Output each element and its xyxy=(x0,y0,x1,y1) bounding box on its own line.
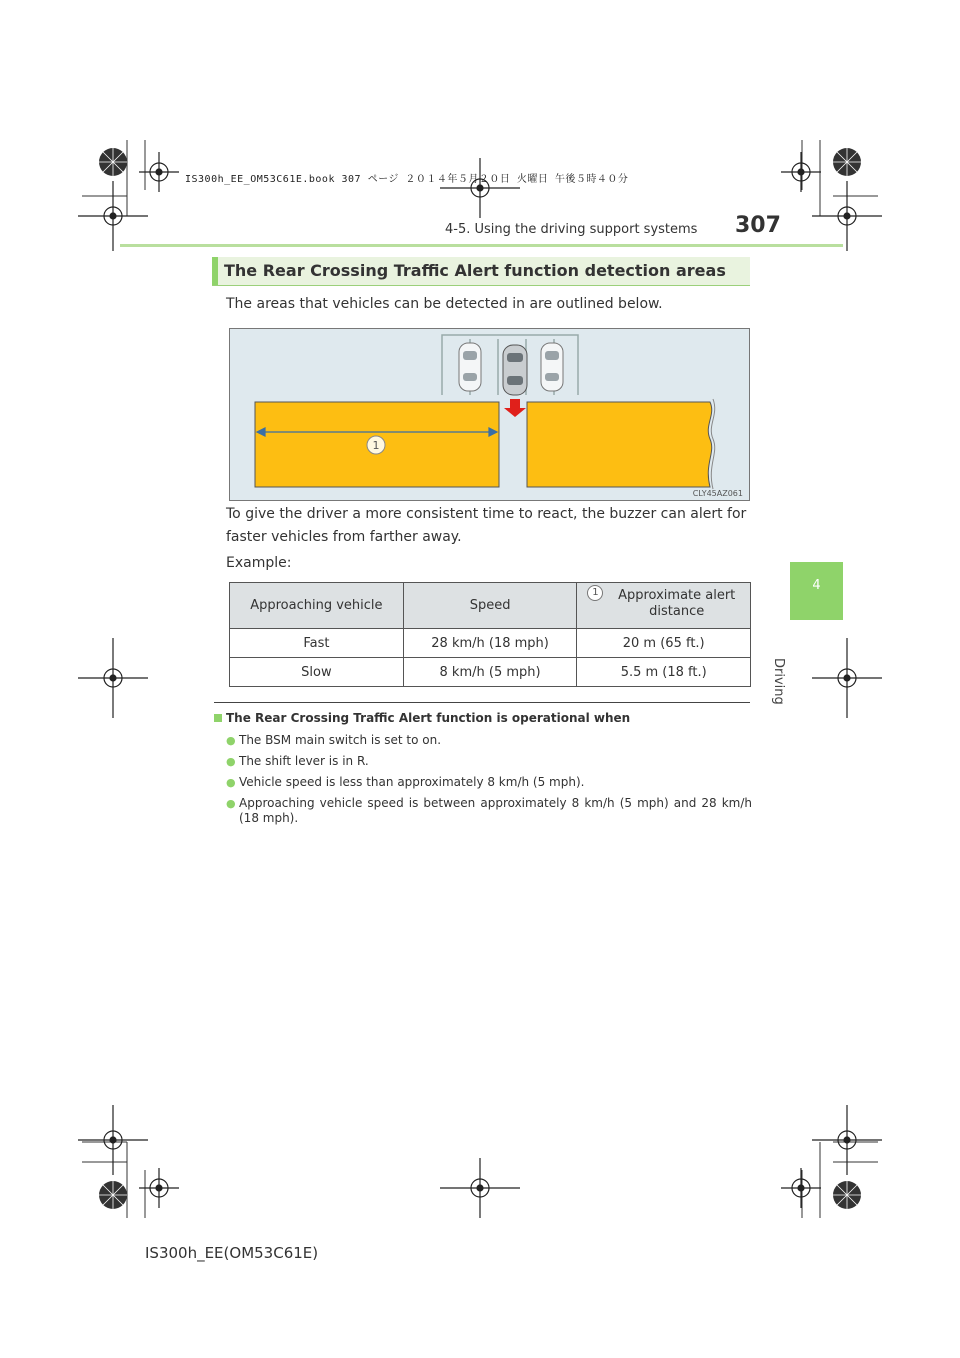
header-alert-distance xyxy=(577,583,751,629)
table-cell: Fast xyxy=(230,629,404,658)
bullet-dot-icon: ● xyxy=(226,797,236,810)
table-cell: Slow xyxy=(230,658,404,687)
table-cell: 5.5 m (18 ft.) xyxy=(577,658,751,687)
print-header: IS300h_EE_OM53C61E.book 307 ページ ２０１４年５月２０日 火曜日 午後５時４０分 xyxy=(185,174,629,185)
header-approaching-vehicle: Approaching vehicle xyxy=(230,583,404,629)
list-item: ● Vehicle speed is less than approximately 8 km/h (5 mph). xyxy=(226,775,585,789)
page-number: 307 xyxy=(735,213,781,238)
condition-list xyxy=(226,733,752,832)
header-alert-distance-label: Approximate alert distance xyxy=(618,588,736,619)
table-row xyxy=(230,629,751,658)
chapter-title: 4-5. Using the driving support systems xyxy=(445,222,698,237)
bullet-dot-icon: ● xyxy=(226,776,236,789)
table-row xyxy=(230,658,751,687)
table-cell: 28 km/h (18 mph) xyxy=(403,629,577,658)
list-item: ● The shift lever is in R. xyxy=(226,754,369,768)
intro-text: The areas that vehicles can be detected in are outlined below. xyxy=(226,296,663,312)
own-vehicle-icon xyxy=(503,345,527,395)
list-item: ● Approaching vehicle speed is between approximately 8 km/h (5 mph) and 28 km/h (18 mph). xyxy=(226,796,752,825)
footer-model-code: IS300h_EE(OM53C61E) xyxy=(145,1244,319,1262)
callout-marker: 1 xyxy=(587,585,603,601)
note-title-text: The Rear Crossing Traffic Alert function is operational when xyxy=(226,711,631,725)
detection-area-right xyxy=(527,402,712,487)
bullet-dot-icon: ● xyxy=(226,755,236,768)
reverse-direction-arrow-icon xyxy=(504,399,526,417)
list-item: ● The BSM main switch is set to on. xyxy=(226,733,442,747)
section-heading: The Rear Crossing Traffic Alert function detection areas xyxy=(224,261,726,280)
chapter-tab-label: Driving xyxy=(771,658,786,705)
chapter-tab-number: 4 xyxy=(812,578,821,593)
table-cell: 20 m (65 ft.) xyxy=(577,629,751,658)
note-title xyxy=(214,711,630,725)
example-label: Example: xyxy=(226,555,292,571)
bullet-dot-icon: ● xyxy=(226,734,236,747)
detection-area-diagram xyxy=(229,328,750,501)
table-cell: 8 km/h (5 mph) xyxy=(403,658,577,687)
illustration-code: CLY45AZ061 xyxy=(692,489,743,498)
header-rule xyxy=(120,244,843,247)
callout-number: 1 xyxy=(372,439,380,452)
section-heading-rule xyxy=(212,285,750,286)
note-divider xyxy=(214,702,750,703)
header-speed: Speed xyxy=(403,583,577,629)
parked-car-left-icon xyxy=(459,343,481,391)
explanation-text: To give the driver a more consistent time to react, the buzzer can alert for faster vehicles from farther away. xyxy=(226,506,747,545)
alert-distance-table xyxy=(229,582,751,687)
table-header-row xyxy=(230,583,751,629)
detection-area-illustration xyxy=(230,329,749,500)
parked-car-right-icon xyxy=(541,343,563,391)
square-bullet-icon xyxy=(214,714,222,722)
